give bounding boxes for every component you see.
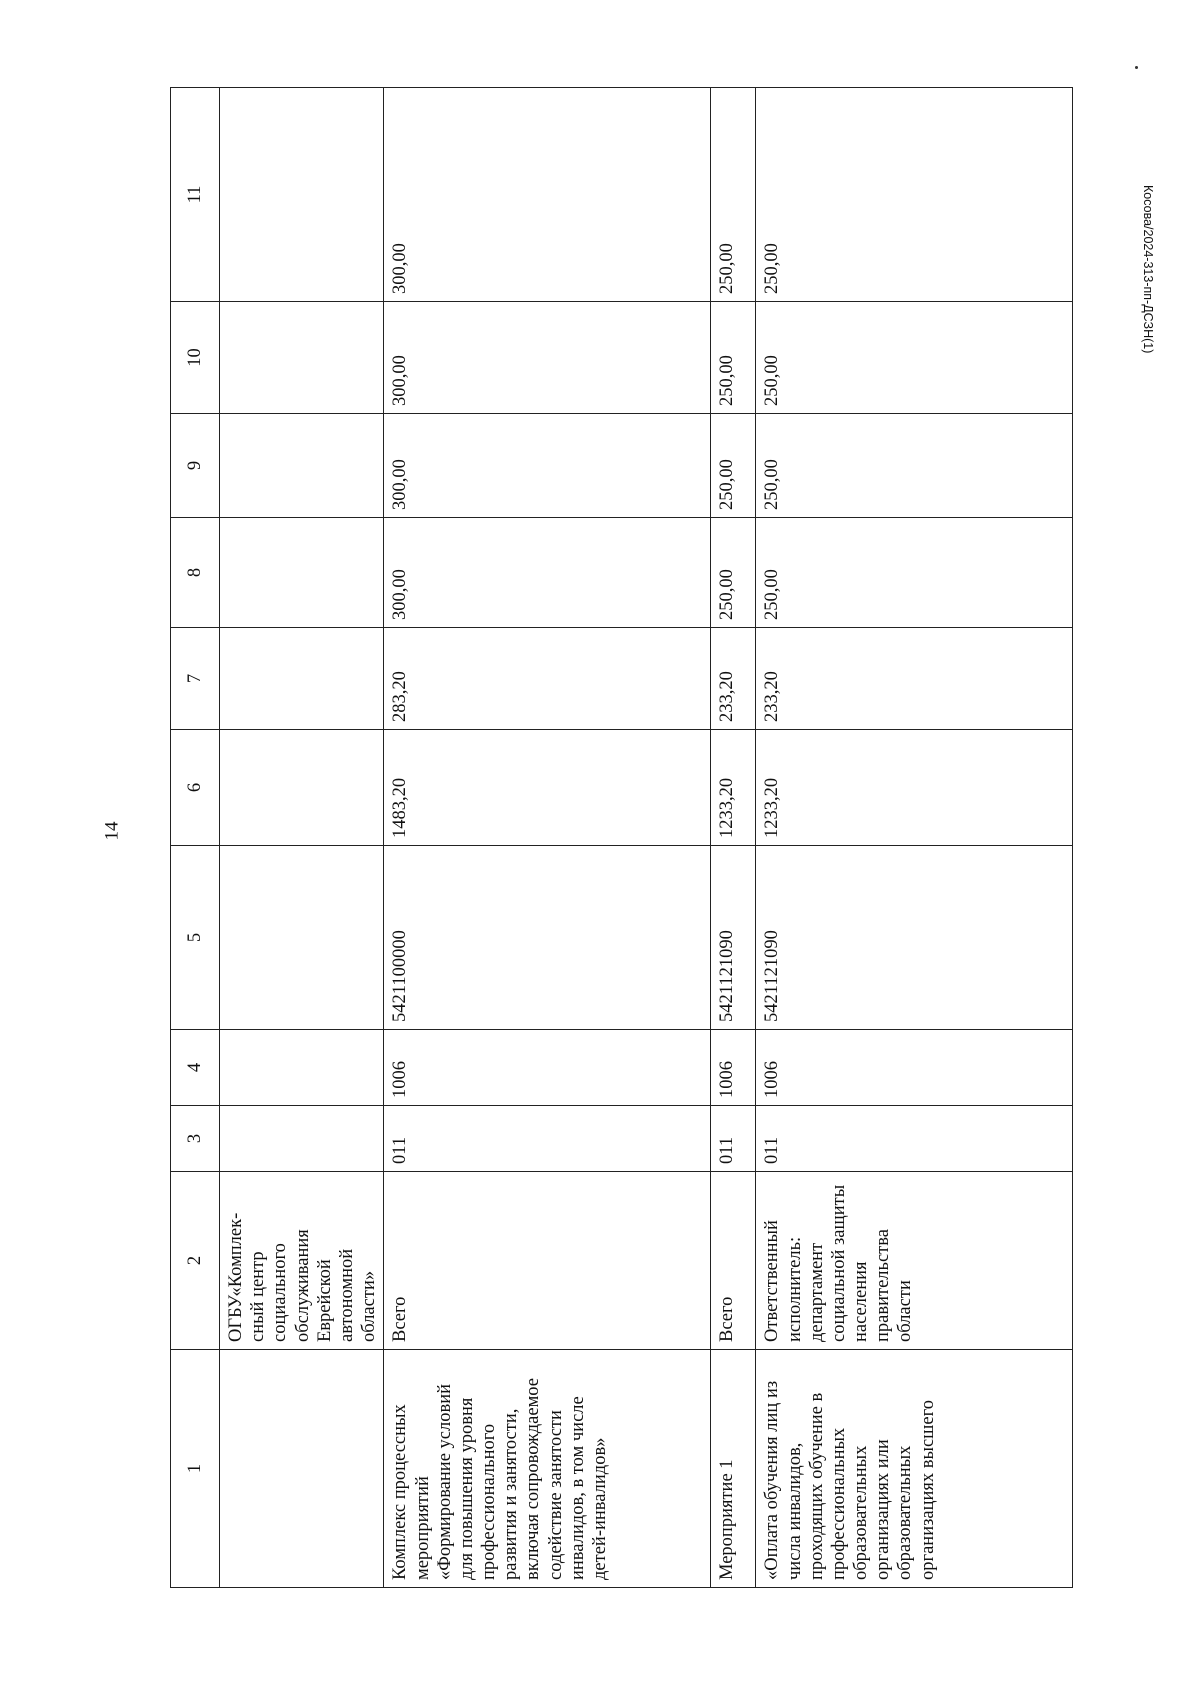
cell-year-9: 250,00 bbox=[756, 414, 1073, 518]
cell-section: 1006 bbox=[711, 1030, 756, 1106]
cell-total: 1233,20 bbox=[756, 730, 1073, 846]
cell-year-11: 300,00 bbox=[384, 88, 711, 302]
column-header-8: 8 bbox=[171, 518, 220, 628]
cell-year-8 bbox=[220, 518, 384, 628]
cell-target-article: 5421121090 bbox=[756, 846, 1073, 1030]
column-header-10: 10 bbox=[171, 302, 220, 414]
document-id: Косова/2024-313-пп-ДСЗН(1) bbox=[1141, 185, 1155, 354]
cell-year-10 bbox=[220, 302, 384, 414]
cell-executor: Ответственный исполнитель: департамент социальной защиты населения правительства области bbox=[756, 1172, 1073, 1350]
cell-total: 1233,20 bbox=[711, 730, 756, 846]
cell-grbs: 011 bbox=[384, 1106, 711, 1172]
cell-year-9 bbox=[220, 414, 384, 518]
cell-year-10: 250,00 bbox=[756, 302, 1073, 414]
cell-executor: ОГБУ«Комплек-сный центр социального обслуживания Еврейской автономной области» bbox=[220, 1172, 384, 1350]
cell-year-10: 300,00 bbox=[384, 302, 711, 414]
cell-executor: Всего bbox=[384, 1172, 711, 1350]
cell-total bbox=[220, 730, 384, 846]
cell-target-article: 5421100000 bbox=[384, 846, 711, 1030]
cell-grbs: 011 bbox=[711, 1106, 756, 1172]
cell-total: 1483,20 bbox=[384, 730, 711, 846]
column-header-7: 7 bbox=[171, 628, 220, 730]
cell-grbs: 011 bbox=[756, 1106, 1073, 1172]
cell-year-7: 233,20 bbox=[711, 628, 756, 730]
cell-year-7: 233,20 bbox=[756, 628, 1073, 730]
column-header-4: 4 bbox=[171, 1030, 220, 1106]
cell-year-9: 300,00 bbox=[384, 414, 711, 518]
cell-activity bbox=[220, 1350, 384, 1588]
column-header-6: 6 bbox=[171, 730, 220, 846]
column-number-row bbox=[171, 88, 220, 1588]
column-header-1: 1 bbox=[171, 1350, 220, 1588]
table-row-complex bbox=[384, 88, 711, 1588]
cell-section bbox=[220, 1030, 384, 1106]
column-header-2: 2 bbox=[171, 1172, 220, 1350]
cell-section: 1006 bbox=[756, 1030, 1073, 1106]
cell-year-11: 250,00 bbox=[756, 88, 1073, 302]
table-row-event-executor bbox=[756, 88, 1073, 1588]
cell-executor: Всего bbox=[711, 1172, 756, 1350]
cell-target-article: 5421121090 bbox=[711, 846, 756, 1030]
cell-section: 1006 bbox=[384, 1030, 711, 1106]
budget-table-container bbox=[170, 88, 1078, 1588]
page-number: 14 bbox=[101, 821, 123, 841]
cell-activity: «Оплата обучения лиц из числа инвалидов, проходящих обучение в профессиональных образовательных организациях или образовательных организациях высшего bbox=[756, 1350, 1073, 1588]
cell-target-article bbox=[220, 846, 384, 1030]
cell-year-8: 250,00 bbox=[711, 518, 756, 628]
budget-table bbox=[170, 87, 1073, 1588]
cell-year-7 bbox=[220, 628, 384, 730]
cell-year-7: 283,20 bbox=[384, 628, 711, 730]
column-header-11: 11 bbox=[171, 88, 220, 302]
cell-year-9: 250,00 bbox=[711, 414, 756, 518]
cell-year-8: 300,00 bbox=[384, 518, 711, 628]
table-row-organization bbox=[220, 88, 384, 1588]
cell-grbs bbox=[220, 1106, 384, 1172]
cell-year-11 bbox=[220, 88, 384, 302]
scan-dot bbox=[1135, 66, 1138, 69]
cell-year-10: 250,00 bbox=[711, 302, 756, 414]
column-header-9: 9 bbox=[171, 414, 220, 518]
cell-year-8: 250,00 bbox=[756, 518, 1073, 628]
cell-activity: Мероприятие 1 bbox=[711, 1350, 756, 1588]
cell-year-11: 250,00 bbox=[711, 88, 756, 302]
column-header-5: 5 bbox=[171, 846, 220, 1030]
table-row-event-total bbox=[711, 88, 756, 1588]
cell-activity: Комплекс процессных мероприятий «Формирование условий для повышения уровня профессионального развития и занятости, включая сопровождаемое содействие занятости инвалидов, в том числе детей-инвалидов» bbox=[384, 1350, 711, 1588]
column-header-3: 3 bbox=[171, 1106, 220, 1172]
